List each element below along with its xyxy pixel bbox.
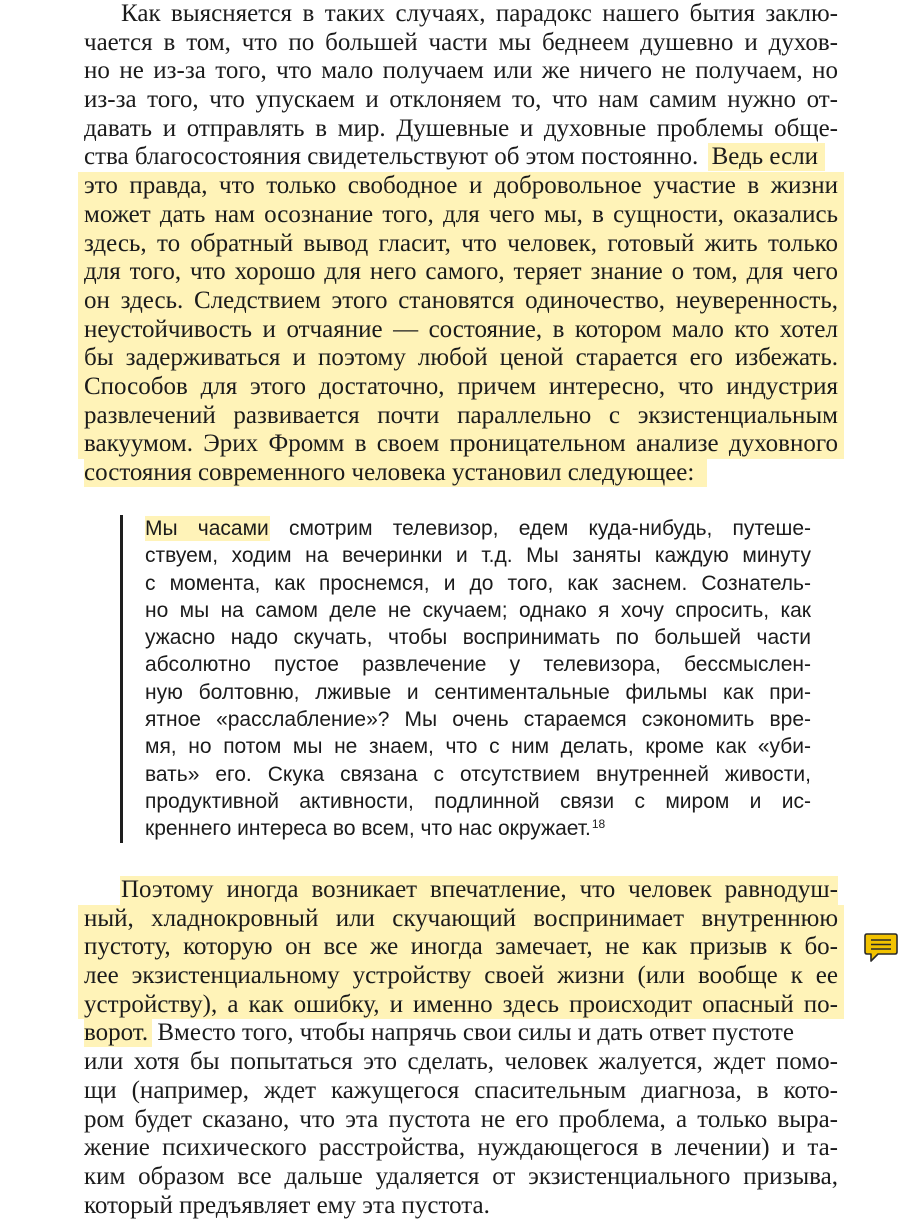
- text-segment: ства благосостояния свидетельствуют об этом постоянно.: [84, 143, 699, 171]
- highlighted-line[interactable]: вакуумом. Эрих Фромм в своем проницательном анализе духовного: [78, 430, 844, 459]
- highlighted-line[interactable]: он здесь. Следствием этого становятся одиночество, неуверенность,: [78, 287, 844, 316]
- highlighted-text[interactable]: ворот.: [84, 1019, 151, 1046]
- text-line: абсолютно пустое развлечение у телевизора, бессмыслен-: [145, 653, 811, 677]
- highlighted-line[interactable]: устройству), а как ошибку, и именно здесь происходит опасный по-: [78, 991, 844, 1020]
- text-line: вать» его. Скука связана с отсутствием внутренней живости,: [145, 762, 811, 786]
- paragraph-2: [84, 876, 838, 1220]
- text-line: ким образом все дальше удаляется от экзистенциального призыва,: [84, 1162, 838, 1190]
- text-line: мя, но потом мы не знаем, что с ним делать, кроме как «уби-: [145, 735, 811, 759]
- text-line: который предъявляет ему эта пустота.: [84, 1191, 490, 1219]
- comment-note-icon-glyph: [864, 932, 898, 964]
- text-segment: креннего интереса во всем, что нас окружает.: [145, 817, 591, 841]
- highlighted-line[interactable]: для того, что хорошо для него самого, теряет знание о том, для чего: [78, 258, 844, 287]
- text-line: или хотя бы попытаться это сделать, человек жалуется, ждет помо-: [84, 1048, 838, 1076]
- text-line: ятное «расслабление»? Мы очень стараемся сэкономить вре-: [145, 708, 811, 732]
- text-line: ужасно надо скучать, чтобы воспринимать по большей части: [145, 626, 811, 650]
- text-line: чается в том, что по большей части мы беднеем душевно и духов-: [84, 28, 838, 56]
- highlighted-line[interactable]: здесь, то обратный вывод гласит, что человек, готовый жить только: [78, 230, 844, 259]
- text-line: из-за того, что упускаем и отклоняем то, что нам самим нужно от-: [84, 86, 838, 114]
- highlighted-line[interactable]: пустоту, которую он все же иногда замечает, не как призыв к бо-: [78, 933, 844, 962]
- text-line: с момента, как проснемся, и до того, как заснем. Сознатель-: [145, 571, 811, 595]
- text-line: ром будет сказано, что эта пустота не его проблема, а только выра-: [84, 1105, 838, 1133]
- highlighted-line[interactable]: Способов для этого достаточно, причем интересно, что индустрия: [78, 373, 844, 402]
- highlighted-text[interactable]: Поэтому иногда возникает впечатление, что человек равнодуш-: [121, 876, 838, 903]
- text-line: но мы на самом деле не скучаем; однако я хочу спросить, как: [145, 598, 811, 622]
- block-quote: [120, 515, 835, 843]
- highlighted-line[interactable]: лее экзистенциальному устройству своей жизни (или вообще к ее: [78, 962, 844, 991]
- text-line: [145, 815, 811, 842]
- text-line: но не из-за того, что мало получаем или же ничего не получаем, но: [84, 57, 838, 85]
- highlighted-line[interactable]: неустойчивость и отчаяние — состояние, в котором мало кто хотел: [78, 316, 844, 345]
- text-line: ствуем, ходим на вечеринки и т.д. Мы заняты каждую минуту: [145, 544, 811, 568]
- highlighted-text[interactable]: Ведь если: [709, 143, 824, 170]
- text-line: ную болтовню, лживые и сентиментальные фильмы как при-: [145, 680, 811, 704]
- highlighted-line[interactable]: бы задерживаться и поэтому любой ценой старается его избежать.: [78, 344, 844, 373]
- text-line-mixed: [84, 1019, 838, 1048]
- text-line: жение психического расстройства, нуждающегося в лечении) и та-: [84, 1134, 838, 1162]
- text-line: [84, 876, 838, 905]
- text-line-mixed: [84, 143, 838, 172]
- highlighted-line[interactable]: ный, хладнокровный или скучающий воспринимает внутреннюю: [78, 905, 844, 934]
- highlighted-line[interactable]: может дать нам осознание того, для чего мы, в сущности, оказались: [78, 201, 844, 230]
- text-segment: Вместо того, чтобы напрячь свои силы и дать ответ пустоте: [151, 1019, 794, 1047]
- text-line: продуктивной активности, подлинной связи с миром и ис-: [145, 789, 811, 813]
- paragraph-1: [84, 0, 838, 488]
- text-line: давать и отправлять в мир. Душевные и духовные проблемы обще-: [84, 114, 838, 142]
- highlighted-text[interactable]: состояния современного человека установил следующее:: [84, 459, 706, 486]
- text-segment: смотрим телевизор, едем куда-нибудь, путеше-: [268, 517, 811, 540]
- text-line: [84, 459, 838, 488]
- text-line: щи (например, ждет кажущегося спасительным диагноза, в кото-: [84, 1076, 838, 1104]
- comment-note-icon[interactable]: [864, 932, 898, 964]
- text-line-mixed: [145, 515, 811, 542]
- quote-body: [145, 515, 811, 843]
- highlighted-line[interactable]: развлечений развивается почти параллельно с экзистенциальным: [78, 402, 844, 431]
- highlighted-text[interactable]: Мы часами: [145, 517, 269, 540]
- footnote-marker[interactable]: 18: [591, 817, 606, 832]
- highlighted-line[interactable]: это правда, что только свободное и добровольное участие в жизни: [78, 172, 844, 201]
- text-line: Как выясняется в таких случаях, парадокс нашего бытия заклю-: [121, 0, 838, 27]
